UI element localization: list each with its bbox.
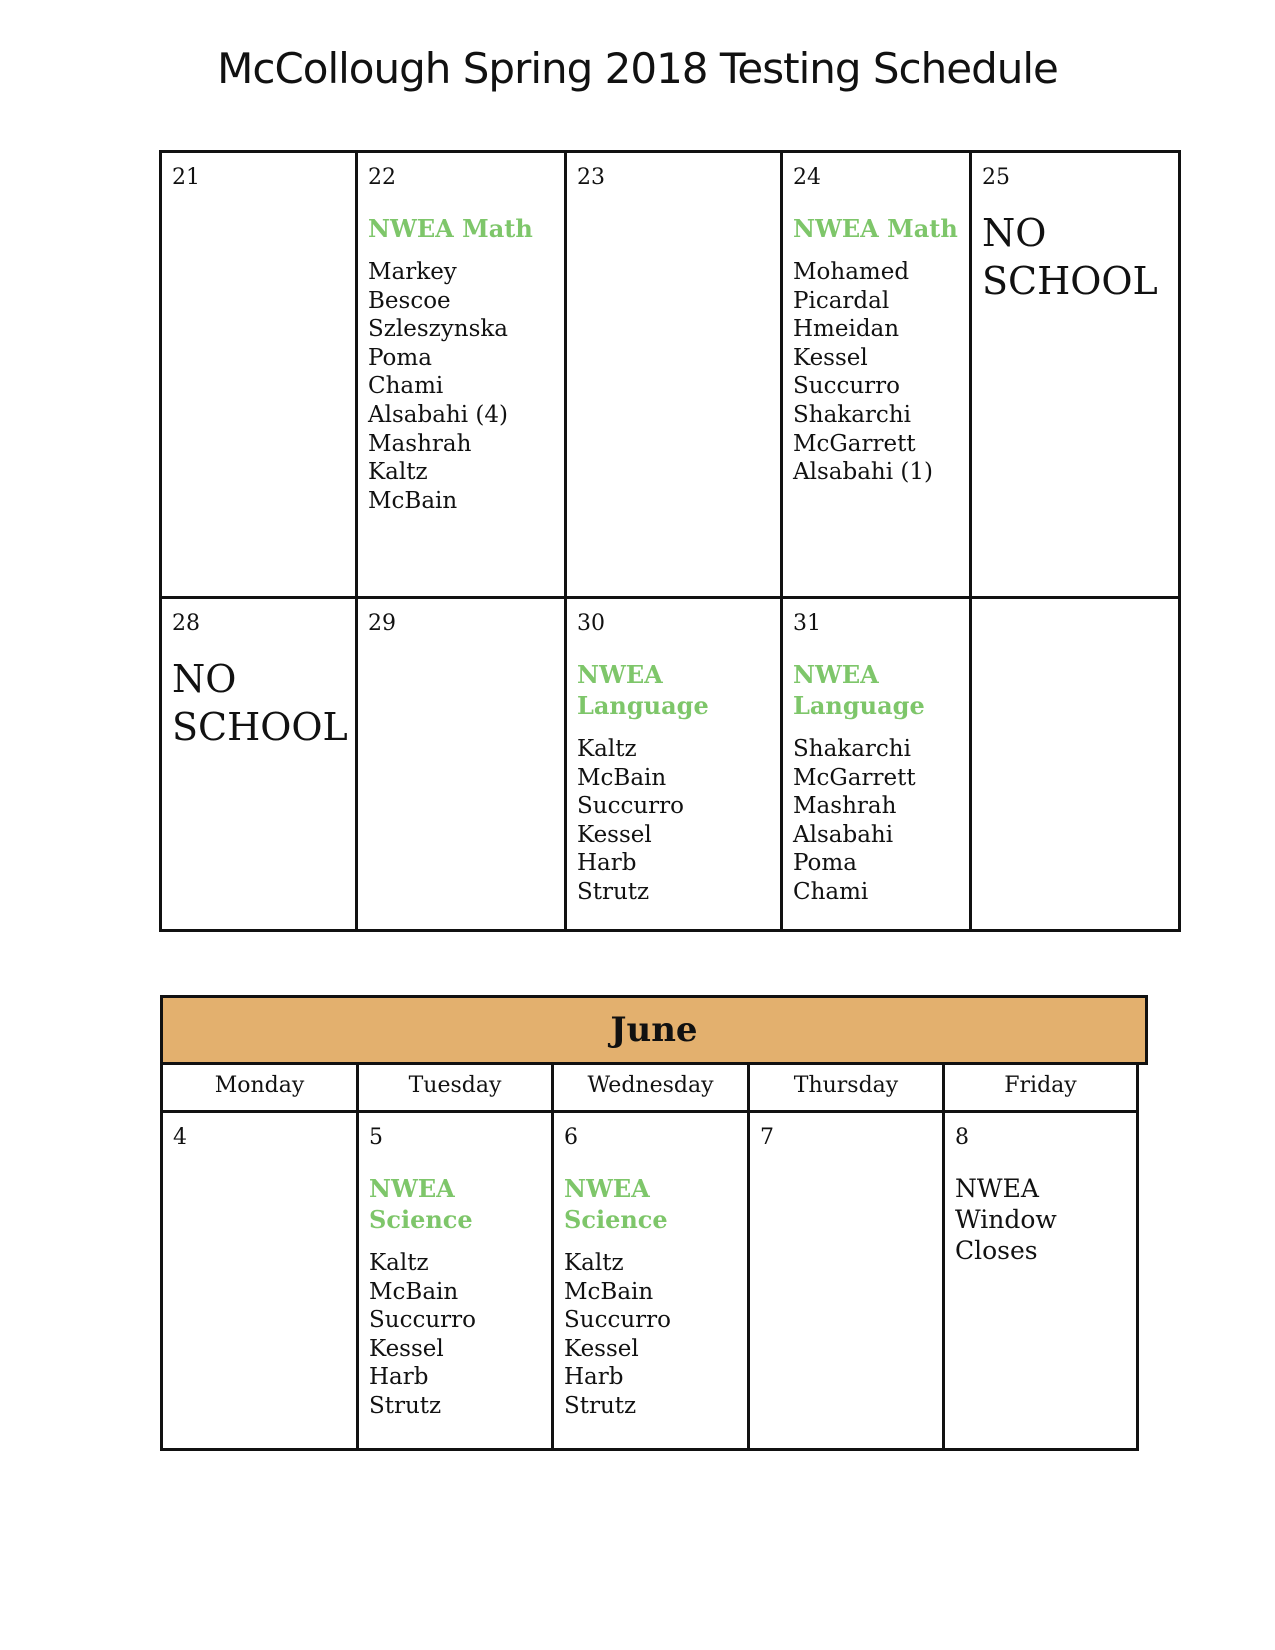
weekday-header-friday: Friday xyxy=(1004,1073,1077,1098)
day-number: 31 xyxy=(793,611,821,636)
note-line: SCHOOL xyxy=(982,259,1158,303)
student-name: Succurro xyxy=(369,1307,476,1334)
test-label-line: NWEA xyxy=(793,660,879,689)
calendar-cell-june-8 xyxy=(945,1113,1136,1448)
test-label xyxy=(793,659,969,721)
day-number: 22 xyxy=(368,165,396,190)
day-number: 7 xyxy=(760,1125,774,1150)
test-label-line: NWEA xyxy=(564,1174,650,1203)
day-number: 25 xyxy=(982,165,1010,190)
day-number: 21 xyxy=(172,165,200,190)
student-name: McGarrett xyxy=(793,430,916,457)
student-list xyxy=(577,735,780,907)
student-name: Kessel xyxy=(564,1335,639,1362)
student-name: Kessel xyxy=(793,344,868,371)
student-name: Alsabahi xyxy=(793,821,894,848)
day-number: 23 xyxy=(577,165,605,190)
student-name: Strutz xyxy=(369,1392,442,1419)
day-number: 5 xyxy=(369,1125,383,1150)
student-name: Shakarchi xyxy=(793,736,911,762)
calendar-cell-may-30 xyxy=(567,599,780,929)
student-name: Picardal xyxy=(793,287,890,314)
note-line: Closes xyxy=(955,1236,1038,1265)
weekday-header-monday: Monday xyxy=(214,1073,305,1098)
student-name: McBain xyxy=(369,1278,459,1305)
student-name: Kaltz xyxy=(577,736,637,762)
student-name: Hmeidan xyxy=(793,316,900,343)
student-name: Shakarchi xyxy=(793,401,911,428)
may-calendar-grid xyxy=(159,150,1181,932)
student-list xyxy=(564,1249,747,1421)
calendar-cell-empty xyxy=(972,599,1178,929)
calendar-cell-may-23 xyxy=(567,153,780,596)
student-name: Succurro xyxy=(564,1307,671,1334)
test-label-line: Science xyxy=(564,1205,668,1234)
student-name: Kaltz xyxy=(368,459,428,486)
test-label-line: NWEA xyxy=(369,1174,455,1203)
student-list xyxy=(793,735,969,907)
student-name: Poma xyxy=(368,344,432,371)
student-name: Kaltz xyxy=(564,1250,624,1276)
test-label-line: NWEA xyxy=(577,660,663,689)
student-name: Harb xyxy=(369,1364,429,1391)
test-label-line: Language xyxy=(577,691,709,720)
student-list xyxy=(368,258,564,515)
student-list xyxy=(369,1249,551,1421)
calendar-cell-may-24 xyxy=(783,153,969,596)
day-number: 8 xyxy=(955,1125,969,1150)
calendar-cell-june-6 xyxy=(554,1113,747,1448)
student-name: McGarrett xyxy=(793,764,916,791)
window-closes-note xyxy=(955,1173,1136,1266)
day-number: 24 xyxy=(793,165,821,190)
test-label: NWEA Math xyxy=(793,214,958,243)
test-label xyxy=(577,659,780,721)
test-label xyxy=(369,1173,551,1235)
note-line: NWEA xyxy=(955,1174,1039,1203)
month-header: June xyxy=(160,995,1148,1065)
student-name: Strutz xyxy=(577,878,650,905)
calendar-cell-june-4 xyxy=(163,1113,356,1448)
student-name: Succurro xyxy=(577,793,684,820)
student-name: Mashrah xyxy=(368,430,472,457)
note-line: SCHOOL xyxy=(172,705,348,749)
day-number: 28 xyxy=(172,611,200,636)
note-line: Window xyxy=(955,1205,1057,1234)
weekday-header-tuesday: Tuesday xyxy=(408,1073,502,1098)
calendar-cell-may-22 xyxy=(358,153,564,596)
student-name: Strutz xyxy=(564,1392,637,1419)
student-name: Alsabahi (1) xyxy=(793,459,933,486)
student-name: Bescoe xyxy=(368,287,451,314)
weekday-header-wednesday: Wednesday xyxy=(587,1073,714,1098)
student-name: Alsabahi (4) xyxy=(368,401,508,428)
no-school-note xyxy=(982,209,1178,305)
calendar-cell-may-21 xyxy=(162,153,355,596)
day-number: 29 xyxy=(368,611,396,636)
day-number: 6 xyxy=(564,1125,578,1150)
calendar-cell-may-31 xyxy=(783,599,969,929)
test-label xyxy=(564,1173,747,1235)
calendar-cell-june-5 xyxy=(359,1113,551,1448)
no-school-note xyxy=(172,655,355,751)
note-line: NO xyxy=(172,657,237,701)
day-number: 4 xyxy=(173,1125,187,1150)
calendar-cell-may-28 xyxy=(162,599,355,929)
student-name: Mohamed xyxy=(793,259,910,285)
student-name: Mashrah xyxy=(793,793,897,820)
page-title: McCollough Spring 2018 Testing Schedule xyxy=(217,44,1058,93)
note-line: NO xyxy=(982,211,1047,255)
student-name: Markey xyxy=(368,259,457,285)
student-name: Harb xyxy=(577,850,637,877)
student-name: Chami xyxy=(793,878,869,905)
student-name: Harb xyxy=(564,1364,624,1391)
student-name: McBain xyxy=(577,764,667,791)
student-name: Succurro xyxy=(793,373,900,400)
june-calendar-grid xyxy=(160,1062,1139,1451)
student-name: McBain xyxy=(368,487,458,514)
day-number: 30 xyxy=(577,611,605,636)
calendar-cell-june-7 xyxy=(750,1113,942,1448)
student-name: Kessel xyxy=(577,821,652,848)
student-name: Szleszynska xyxy=(368,316,509,343)
test-label-line: Science xyxy=(369,1205,473,1234)
student-name: Poma xyxy=(793,850,857,877)
test-label: NWEA Math xyxy=(368,214,533,243)
weekday-header-thursday: Thursday xyxy=(793,1073,899,1098)
calendar-cell-may-25 xyxy=(972,153,1178,596)
calendar-cell-may-29 xyxy=(358,599,564,929)
student-name: McBain xyxy=(564,1278,654,1305)
student-name: Kaltz xyxy=(369,1250,429,1276)
student-name: Kessel xyxy=(369,1335,444,1362)
test-label-line: Language xyxy=(793,691,925,720)
student-name: Chami xyxy=(368,373,444,400)
student-list xyxy=(793,258,969,487)
